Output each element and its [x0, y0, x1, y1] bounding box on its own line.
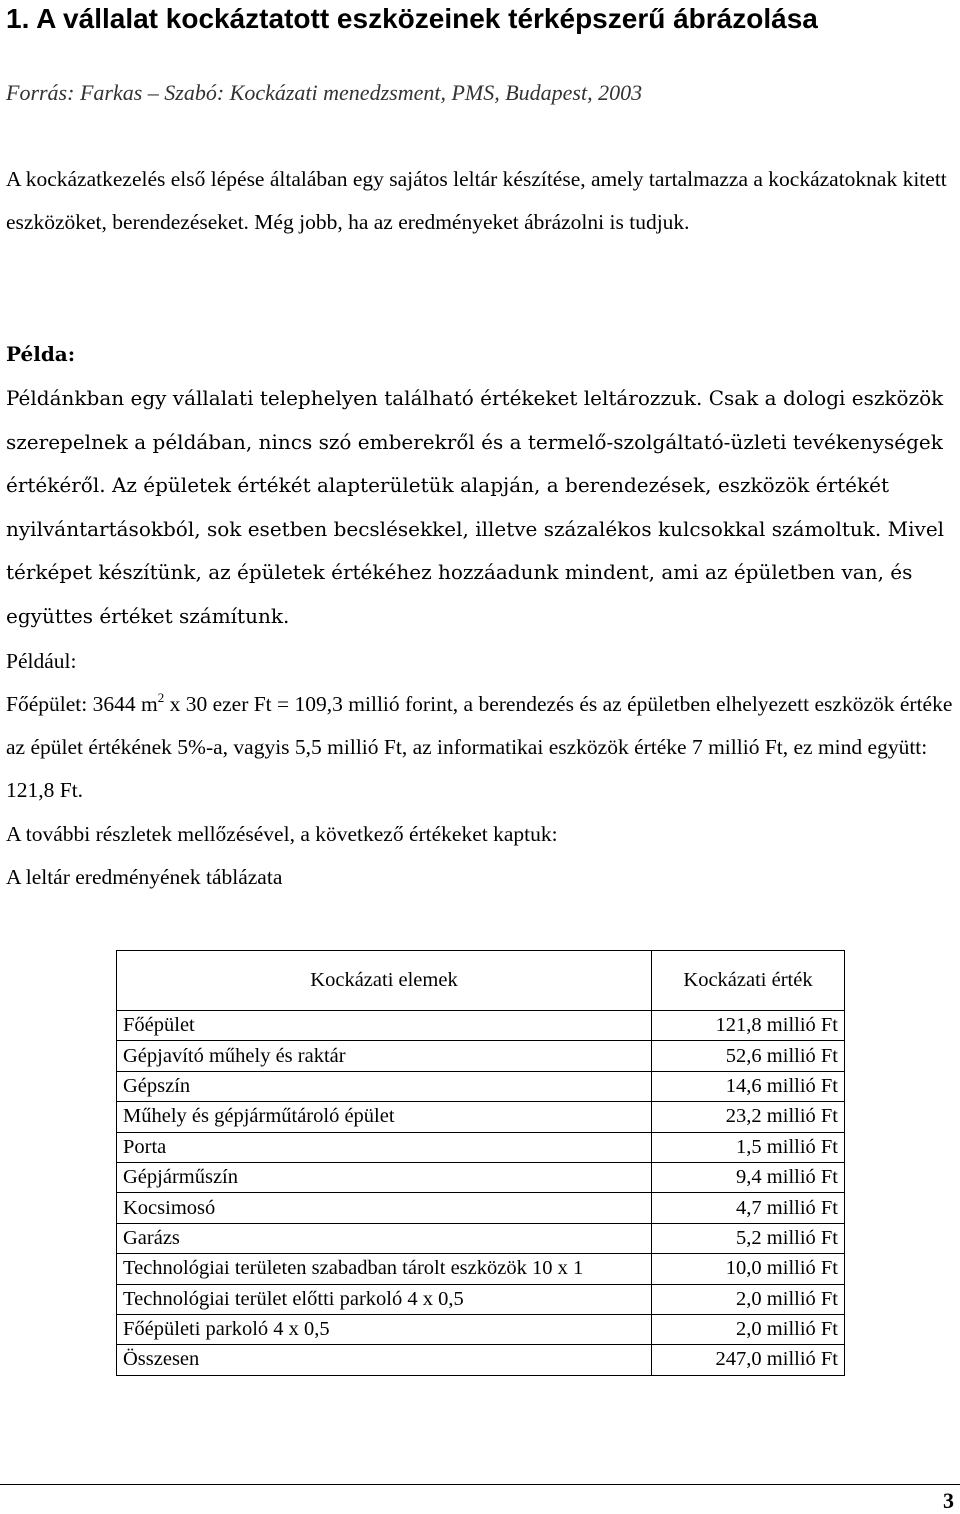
header-risk-elements: Kockázati elemek: [117, 951, 652, 1011]
risk-element-value: 121,8 millió Ft: [652, 1011, 845, 1041]
table-row: [117, 1102, 845, 1132]
risk-element-value: 10,0 millió Ft: [652, 1254, 845, 1284]
table-row: [117, 1011, 845, 1041]
risk-element-name: Technológiai területen szabadban tárolt eszközök 10 x 1: [117, 1254, 652, 1284]
header-risk-value: Kockázati érték: [652, 951, 845, 1011]
page-number: 3: [943, 1488, 954, 1513]
table-row: [117, 1041, 845, 1071]
table-row: [117, 1162, 845, 1192]
source-citation: Forrás: Farkas – Szabó: Kockázati menedzsment, PMS, Budapest, 2003: [6, 80, 643, 105]
risk-element-value: 2,0 millió Ft: [652, 1284, 845, 1314]
risk-element-name: Kocsimosó: [117, 1193, 652, 1223]
risk-element-value: 5,2 millió Ft: [652, 1223, 845, 1253]
table-caption: A leltár eredményének táblázata: [6, 865, 283, 889]
risk-element-name: Garázs: [117, 1223, 652, 1253]
table-row: [117, 1254, 845, 1284]
calculation-part-1: Főépület: 3644 m: [6, 692, 158, 716]
risk-element-name: Főépületi parkoló 4 x 0,5: [117, 1314, 652, 1344]
inventory-table: [116, 950, 845, 1376]
table-body: [117, 1011, 845, 1376]
calculation-part-2: x 30 ezer Ft = 109,3 millió forint, a berendezés és az épületben elhelyezett eszközök értéke az épület értékének 5%-a, vagyis 5,5 millió Ft, az informatikai eszközök értéke 7 millió Ft, ez mind együtt: 121,8 Ft.: [6, 692, 953, 802]
table-row: [117, 1314, 845, 1344]
table-row: [117, 1071, 845, 1101]
risk-element-name: Főépület: [117, 1011, 652, 1041]
table-row: [117, 1223, 845, 1253]
risk-element-value: 2,0 millió Ft: [652, 1314, 845, 1344]
risk-element-name: Technológiai terület előtti parkoló 4 x 0,5: [117, 1284, 652, 1314]
table-row: [117, 1132, 845, 1162]
further-text: A további részletek mellőzésével, a következő értékeket kaptuk:: [6, 822, 558, 846]
risk-element-value: 9,4 millió Ft: [652, 1162, 845, 1192]
table-row: [117, 1345, 845, 1375]
footer-divider: [0, 1484, 960, 1485]
risk-element-value: 1,5 millió Ft: [652, 1132, 845, 1162]
risk-element-name: Gépjavító műhely és raktár: [117, 1041, 652, 1071]
example-paragraph: Példánkban egy vállalati telephelyen található értékeket leltározzuk. Csak a dologi eszközök szerepelnek a példában, nincs szó emberekről és a termelő-szolgáltató-üzleti tevékenységek értékéről. Az épületek értékét alapterületük alapján, a berendezések, eszközök értékét nyilvántartásokból, sok esetben becslésekkel, illetve százalékos kulcsokkal számoltuk. Mivel térképet készítünk, az épületek értékéhez hozzáadunk mindent, ami az épületben van, és együttes értéket számítunk.: [6, 386, 945, 628]
risk-element-name: Porta: [117, 1132, 652, 1162]
risk-element-name: Műhely és gépjárműtároló épület: [117, 1102, 652, 1132]
intro-paragraph: A kockázatkezelés első lépése általában egy sajátos leltár készítése, amely tartalmazza a kockázatoknak kitett eszközöket, berendezéseket. Még jobb, ha az eredményeket ábrázolni is tudjuk.: [6, 167, 947, 234]
for-example-label: Például:: [6, 649, 77, 673]
table-row: [117, 1284, 845, 1314]
table-row: [117, 1193, 845, 1223]
risk-element-name: Gépszín: [117, 1071, 652, 1101]
page-title: 1. A vállalat kockáztatott eszközeinek térképszerű ábrázolása: [6, 3, 818, 34]
risk-element-value: 4,7 millió Ft: [652, 1193, 845, 1223]
risk-element-name: Gépjárműszín: [117, 1162, 652, 1192]
risk-element-value: 247,0 millió Ft: [652, 1345, 845, 1375]
table-header-row: [117, 951, 845, 1011]
calculation-superscript: 2: [157, 690, 165, 705]
risk-element-value: 23,2 millió Ft: [652, 1102, 845, 1132]
risk-element-name: Összesen: [117, 1345, 652, 1375]
example-heading: Példa:: [6, 342, 76, 366]
calculation-paragraph: [6, 683, 954, 812]
risk-element-value: 52,6 millió Ft: [652, 1041, 845, 1071]
risk-element-value: 14,6 millió Ft: [652, 1071, 845, 1101]
